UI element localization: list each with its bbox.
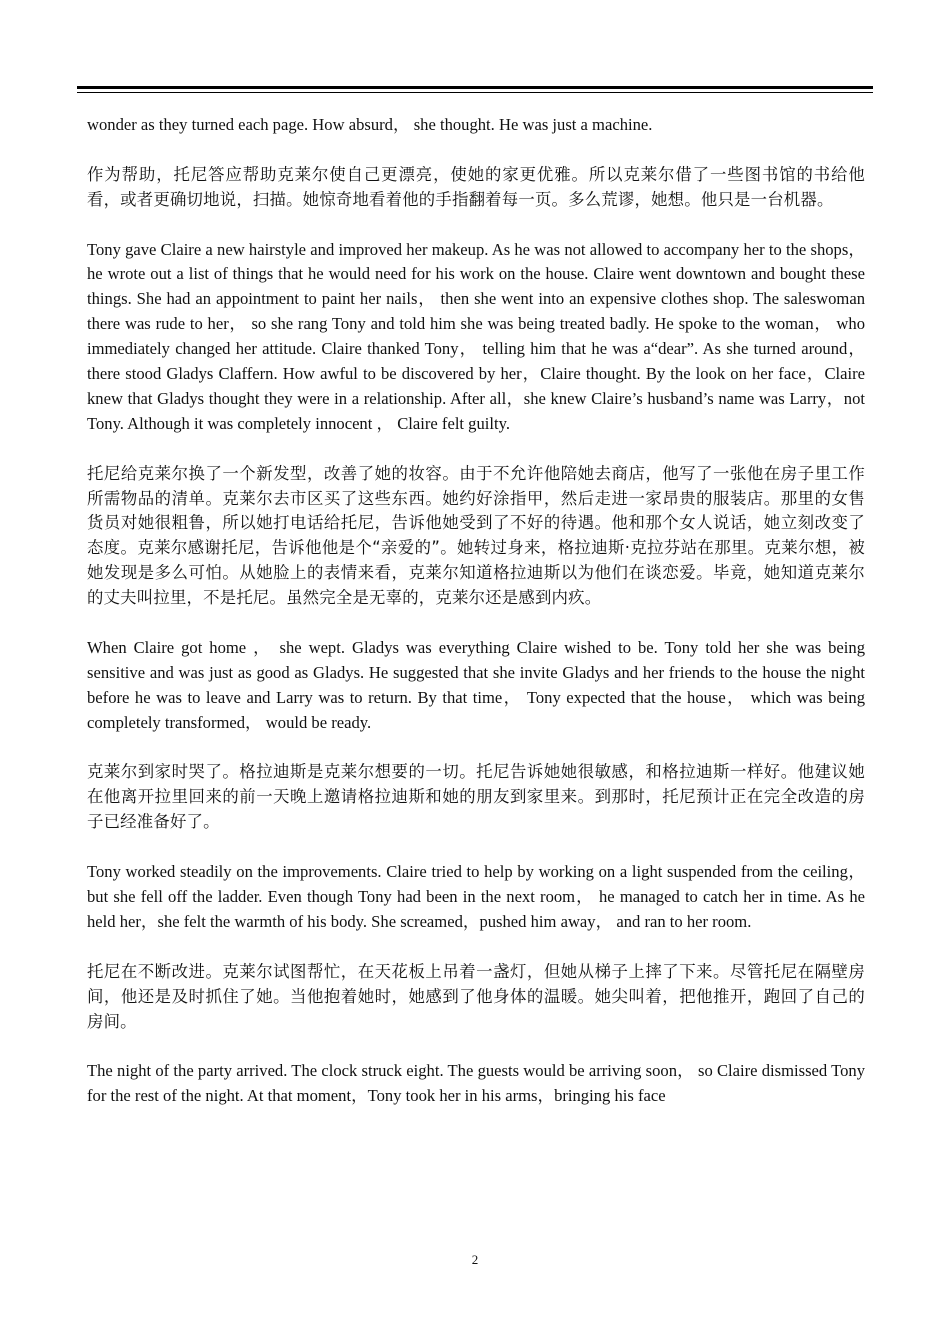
paragraph-zh-1: 作为帮助，托尼答应帮助克莱尔使自己更漂亮，使她的家更优雅。所以克莱尔借了一些图书馆的书给他看，或者更确切地说，扫描。她惊奇地看着他的手指翻着每一页。多么荒谬，她想。他只是一台机器。 [87, 164, 865, 209]
header-double-rule [77, 86, 873, 95]
paragraph-en-5: The night of the party arrived. The clock struck eight. The guests would be arriving soon， so Claire dismissed Tony for the rest of the night. At that moment，Tony took her in his arms，bringing his face [87, 1061, 865, 1106]
paragraph-en-1: wonder as they turned each page. How absurd， she thought. He was just a machine. [87, 115, 653, 134]
paragraph-zh-3: 克莱尔到家时哭了。格拉迪斯是克莱尔想要的一切。托尼告诉她她很敏感，和格拉迪斯一样好。他建议她在他离开拉里回来的前一天晚上邀请格拉迪斯和她的朋友到家里来。到那时，托尼预计正在完全改造的房子已经准备好了。 [87, 762, 865, 832]
paragraph-en-2: Tony gave Claire a new hairstyle and improved her makeup. As he was not allowed to accompany her to the shops， he wrote out a list of things that he would need for his work on the house. Claire went downtown and bought these things. She had an appointment to paint her nails， then she went into an expensive clothes shop. The saleswoman there was rude to her， so she rang Tony and told him she was being treated badly. He spoke to the woman， who immediately changed her attitude. Claire thanked Tony， telling him that he was a“dear”. As she turned around， there stood Gladys Claffern. How awful to be discovered by her，Claire thought. By the look on her face，Claire knew that Gladys thought they were in a relationship. After all，she knew Claire’s husband’s name was Larry，not Tony. Although it was completely innocent ， Claire felt guilty. [87, 239, 865, 433]
paragraph-en-3: When Claire got home ， she wept. Gladys was everything Claire wished to be. Tony told her she was being sensitive and was just as good as Gladys. He suggested that she invite Gladys and her friends to the house the night before he was to leave and Larry was to return. By that time， Tony expected that the house， which was being completely transformed， would be ready. [87, 637, 865, 732]
header-rule-thick [77, 86, 873, 89]
paragraph-zh-4: 托尼在不断改进。克莱尔试图帮忙，在天花板上吊着一盏灯，但她从梯子上摔了下来。尽管托尼在隔壁房间，他还是及时抓住了她。当他抱着她时，她感到了他身体的温暖。她尖叫着，把他推开，跑回了自己的房间。 [87, 961, 865, 1031]
header-rule-thin [77, 92, 873, 93]
paragraph-zh-2: 托尼给克莱尔换了一个新发型，改善了她的妆容。由于不允许他陪她去商店，他写了一张他在房子里工作所需物品的清单。克莱尔去市区买了这些东西。她约好涂指甲，然后走进一家昂贵的服装店。那里的女售货员对她很粗鲁，所以她打电话给托尼，告诉他她受到了不好的待遇。他和那个女人说话，她立刻改变了态度。克莱尔感谢托尼，告诉他他是个“亲爱的”。她转过身来，格拉迪斯·克拉芬站在那里。克莱尔想，被她发现是多么可怕。从她脸上的表情来看，克莱尔知道格拉迪斯以为他们在谈恋爱。毕竟，她知道克莱尔的丈夫叫拉里，不是托尼。虽然完全是无辜的，克莱尔还是感到内疚。 [87, 463, 865, 608]
page-body [87, 113, 865, 1109]
paragraph-en-4: Tony worked steadily on the improvements. Claire tried to help by working on a light suspended from the ceiling， but she fell off the ladder. Even though Tony had been in the next room， he managed to catch her in time. As he held her，she felt the warmth of his body. She screamed，pushed him away， and ran to her room. [87, 862, 865, 931]
page-number: 2 [471, 1252, 479, 1267]
